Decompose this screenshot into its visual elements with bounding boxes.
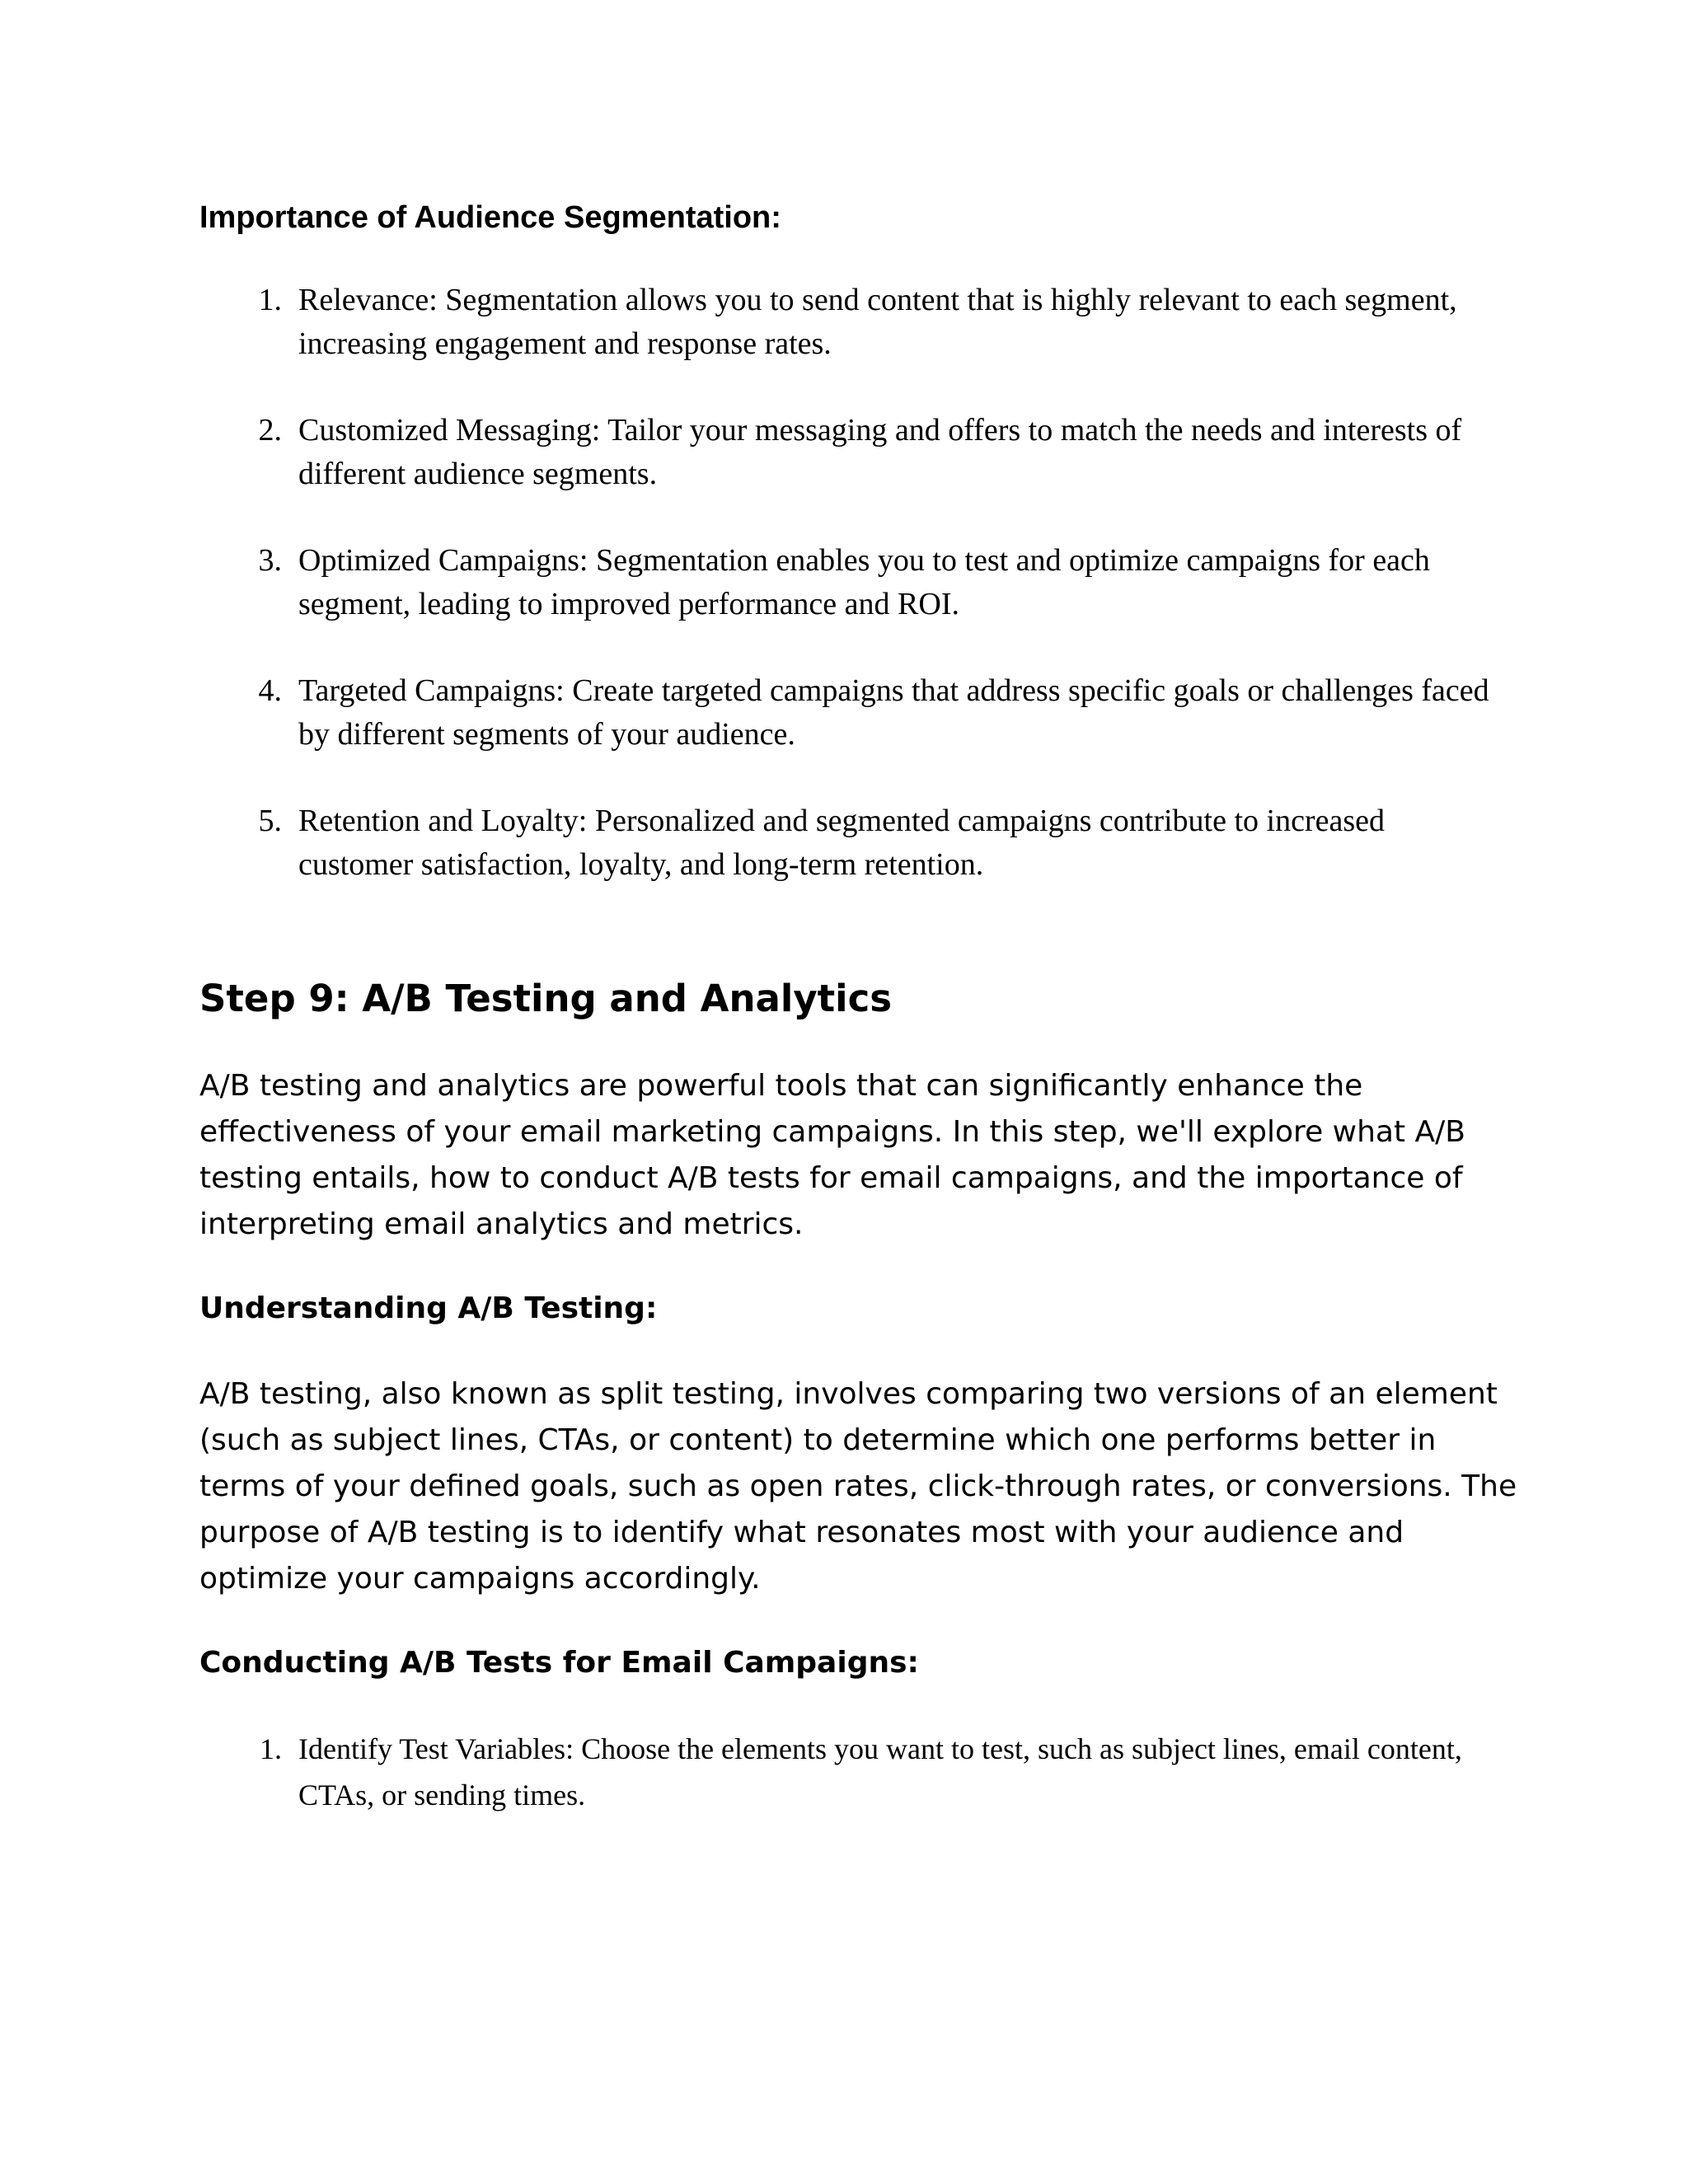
conducting-list [199,1726,1502,1825]
list-text: Retention and Loyalty: Personalized and segmented campaigns contribute to increased customer satisfaction, loyalty, and long-term retention. [298,804,1385,882]
list-number: 1. [258,283,282,317]
list-number: 2. [258,413,282,448]
conducting-heading: Conducting A/B Tests for Email Campaigns: [199,1646,919,1680]
list-text: Identify Test Variables: Choose the elements you want to test, such as subject lines, email content, CTAs, or sending times. [298,1732,1462,1811]
segmentation-heading: Importance of Audience Segmentation: [199,200,781,235]
list-number: 4. [258,673,282,708]
list-text: Targeted Campaigns: Create targeted campaigns that address specific goals or challenges faced by different segments of your audience. [298,673,1489,752]
list-number: 1. [260,1732,282,1765]
step9-title: Step 9: A/B Testing and Analytics [199,977,893,1020]
list-text: Relevance: Segmentation allows you to send content that is highly relevant to each segment, increasing engagement and response rates. [298,283,1457,361]
step9-intro: A/B testing and analytics are powerful tools that can significantly enhance the effectiveness of your email marketing campaigns. In this step, we'll explore what A/B testing entails, how to conduct A/B tests for email campaigns, and the importance of interpreting email analytics and metrics. [199,1069,1465,1241]
list-number: 3. [258,543,282,578]
understanding-heading: Understanding A/B Testing: [199,1291,658,1325]
segmentation-list [199,279,1502,905]
list-number: 5. [258,804,282,838]
list-text: Optimized Campaigns: Segmentation enables you to test and optimize campaigns for each segment, leading to improved performance and ROI. [298,543,1430,621]
list-text: Customized Messaging: Tailor your messaging and offers to match the needs and interests of different audience segments. [298,413,1462,491]
understanding-text: A/B testing, also known as split testing, involves comparing two versions of an element (such as subject lines, CTAs, or content) to determine which one performs better in terms of your defined goals, such as open rates, click-through rates, or conversions. The purpose of A/B testing is to identify what resonates most with your audience and optimize your campaigns accordingly. [199,1377,1517,1596]
